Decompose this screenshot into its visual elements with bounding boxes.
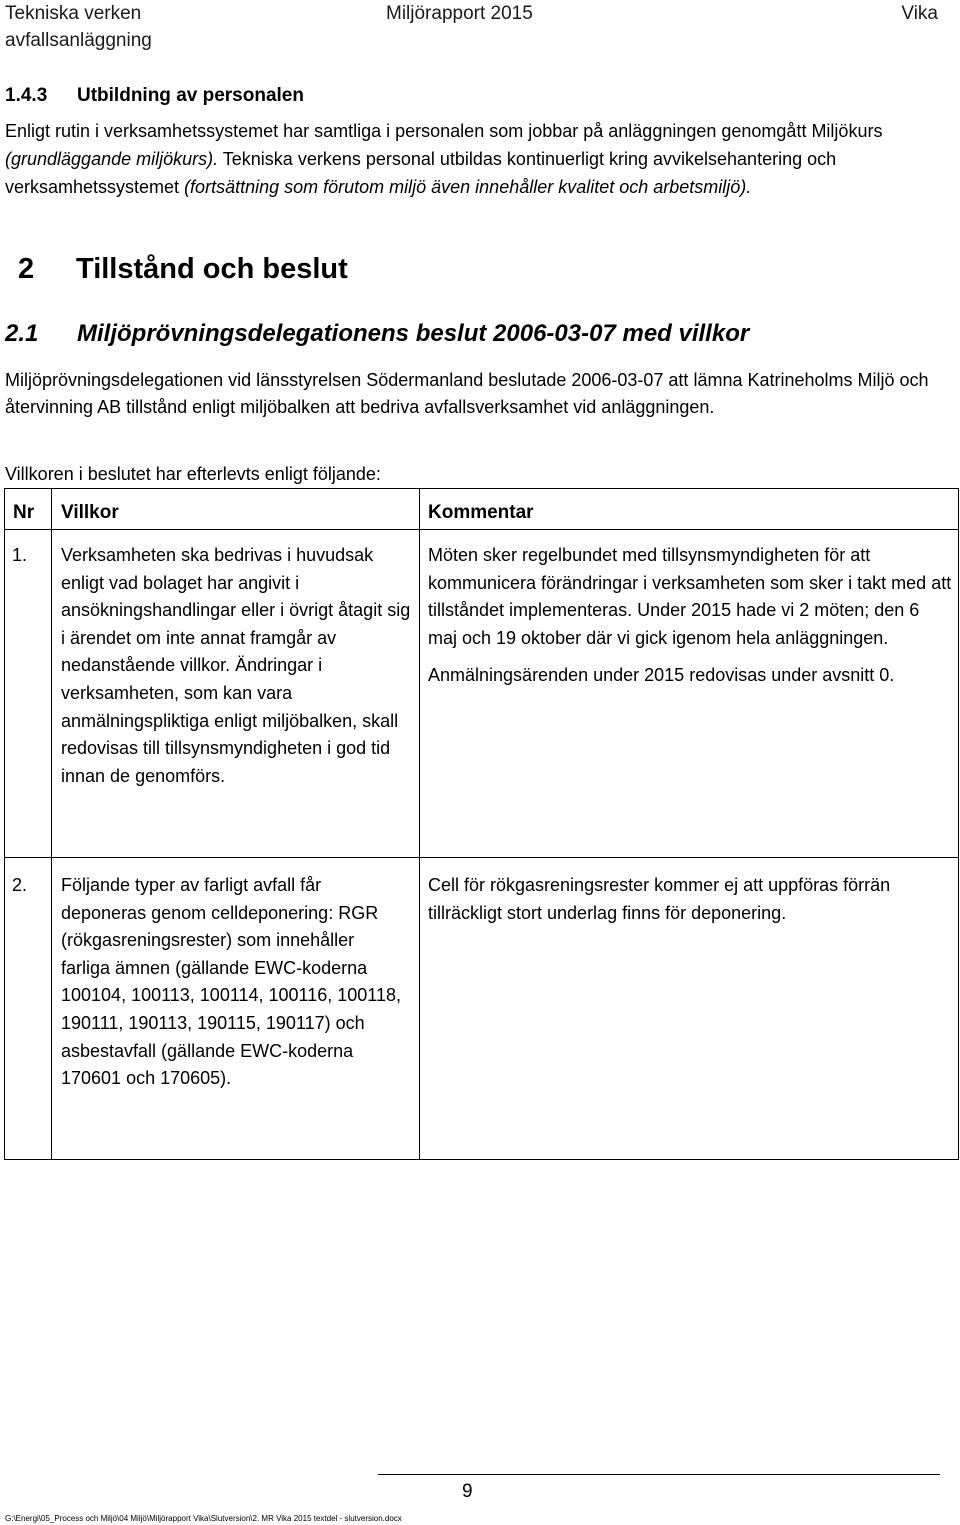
heading-2-1 bbox=[5, 320, 749, 348]
table-border-bottom bbox=[4, 1159, 959, 1160]
paragraph-text: Enligt rutin i verksamhetssystemet har samtliga i personalen som jobbar på anläggningen genomgått Miljökurs bbox=[5, 121, 883, 141]
heading-2 bbox=[18, 253, 348, 286]
table-header-kommentar: Kommentar bbox=[428, 502, 534, 523]
table-row-2-villkor: Följande typer av farligt avfall får deponeras genom celldeponering: RGR (rökgasreningsrester) som innehåller farliga ämnen (gällande EWC-koderna 100104, 100113, 100114, 100116, 100118, 190111, 190113, 190115, 190117) och asbestavfall (gällande EWC-koderna 170601 och 170605). bbox=[61, 875, 401, 1089]
table-row-1-kommentar bbox=[428, 542, 953, 690]
paragraph-italic-text: (fortsättning som förutom miljö även innehåller kvalitet och arbetsmiljö). bbox=[184, 177, 752, 197]
table-row-2-nr: 2. bbox=[12, 875, 28, 895]
table-col-divider bbox=[419, 488, 420, 1160]
header-company-line2: avfallsanläggning bbox=[5, 30, 152, 51]
table-header-rule bbox=[4, 529, 959, 530]
heading-1-4-3 bbox=[5, 85, 304, 107]
kommentar-paragraph: Möten sker regelbundet med tillsynsmyndigheten för att kommunicera förändringar i verksamheten som sker i takt med att tillståndet implementeras. Under 2015 hade vi 2 möten; den 6 maj och 19 oktober där vi gick igenom hela anläggningen. bbox=[428, 545, 952, 648]
table-header-nr: Nr bbox=[13, 502, 35, 523]
table-header-villkor: Villkor bbox=[61, 502, 119, 523]
header-company-line1: Tekniska verken bbox=[5, 3, 142, 24]
table-border-left bbox=[4, 488, 5, 1160]
paragraph-italic-text: (grundläggande miljökurs). bbox=[5, 149, 219, 169]
heading-title: Utbildning av personalen bbox=[77, 85, 304, 106]
conditions-table bbox=[4, 488, 959, 1160]
footer-rule bbox=[378, 1474, 940, 1475]
heading-number: 1.4.3 bbox=[5, 85, 48, 106]
heading-number: 2 bbox=[18, 253, 35, 285]
table-row-rule bbox=[4, 857, 959, 858]
table-col-divider bbox=[51, 488, 52, 1160]
header-report-title: Miljörapport 2015 bbox=[386, 3, 533, 24]
table-row-1-nr: 1. bbox=[12, 545, 28, 565]
heading-number: 2.1 bbox=[5, 320, 39, 347]
paragraph-training bbox=[5, 117, 955, 201]
header-company bbox=[5, 0, 152, 54]
header-site: Vika bbox=[901, 3, 938, 24]
table-row-2-kommentar bbox=[428, 872, 953, 927]
table-border-right bbox=[958, 488, 959, 1160]
paragraph-conditions-intro: Villkoren i beslutet har efterlevts enligt följande: bbox=[5, 464, 381, 484]
table-border-top bbox=[4, 488, 959, 489]
kommentar-paragraph: Cell för rökgasreningsrester kommer ej att uppföras förrän tillräckligt stort underlag finns för deponering. bbox=[428, 875, 891, 923]
paragraph-text: Tekniska verkens personal utbildas kontinuerligt kring avvikelsehantering och verksamhetssystemet bbox=[5, 149, 837, 197]
paragraph-decision: Miljöprövningsdelegationen vid länsstyrelsen Södermanland beslutade 2006-03-07 att lämna Katrineholms Miljö och återvinning AB tillstånd enligt miljöbalken att bedriva avfallsverksamhet vid anläggningen. bbox=[5, 370, 929, 417]
kommentar-paragraph: Anmälningsärenden under 2015 redovisas under avsnitt 0. bbox=[428, 665, 895, 686]
heading-title: Tillstånd och beslut bbox=[76, 253, 348, 285]
table-row-1-villkor: Verksamheten ska bedrivas i huvudsak enligt vad bolaget har angivit i ansökningshandlingar eller i övrigt åtagit sig i ärendet om inte annat framgår av nedanstående villkor. Ändringar i verksamheten, som kan vara anmälningspliktiga enligt miljöbalken, skall redovisas till tillsynsmyndigheten i god tid innan de genomförs. bbox=[61, 545, 411, 786]
footer-file-path: G:\Energi\05_Process och Miljö\04 Miljö\Miljörapport Vika\Slutversion\2. MR Vika 2015 textdel - slutversion.docx bbox=[5, 1514, 402, 1523]
heading-title: Miljöprövningsdelegationens beslut 2006-03-07 med villkor bbox=[77, 320, 750, 347]
page-number: 9 bbox=[462, 1481, 473, 1502]
